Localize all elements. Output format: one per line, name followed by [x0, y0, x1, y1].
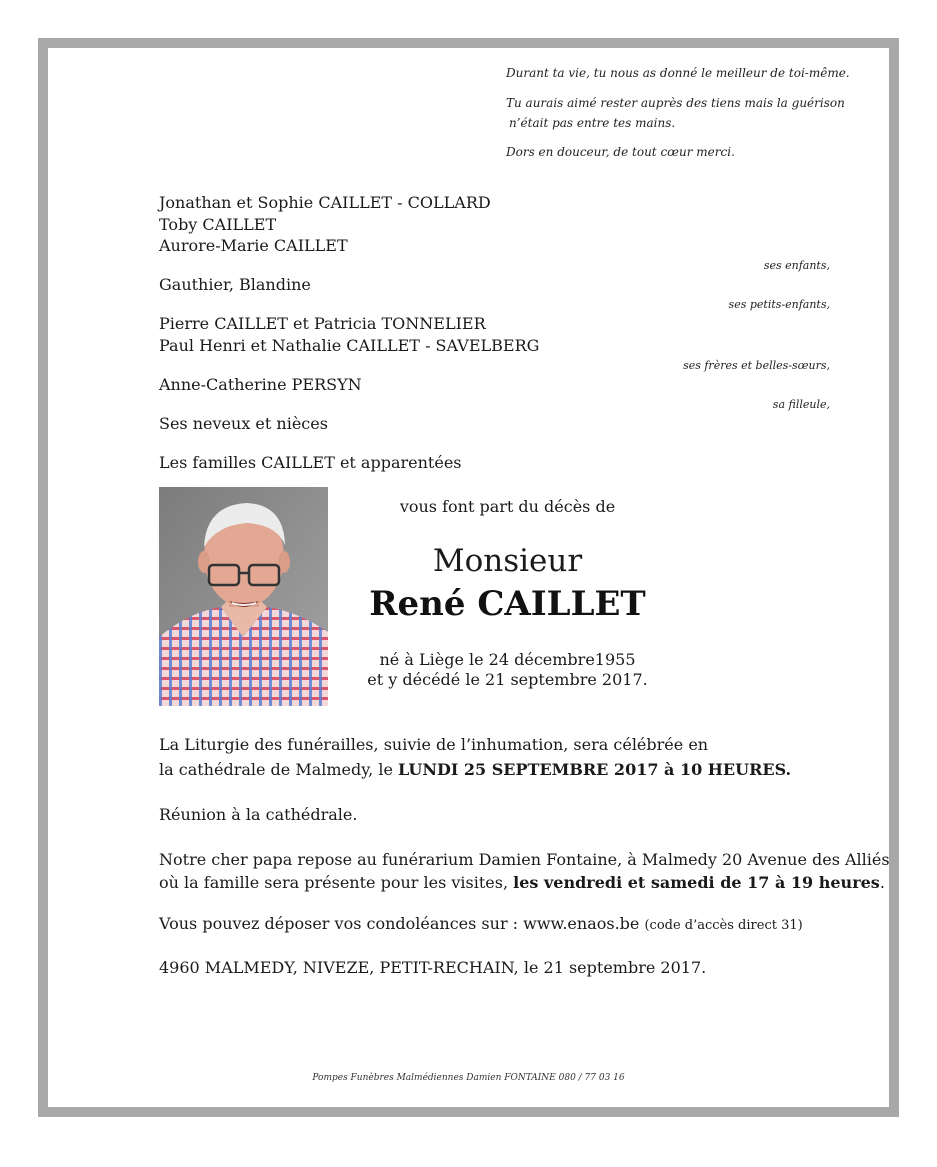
condolences-text: Vous pouvez déposer vos condoléances sur : www.enaos.be [159, 914, 640, 933]
poem-line-1: Durant ta vie, tu nous as donné le meilleur de toi-même. [506, 66, 850, 80]
funeral-date-time: LUNDI 25 SEPTEMBRE 2017 à 10 HEURES. [398, 760, 792, 779]
poem-line-3: n’était pas entre tes mains. [509, 116, 676, 130]
visiting-hours: les vendredi et samedi de 17 à 19 heures [513, 873, 880, 892]
family-child-1: Jonathan et Sophie CAILLET - COLLARD [159, 193, 491, 212]
condolences-line [159, 914, 803, 933]
relation-grandchildren: ses petits-enfants, [728, 298, 830, 311]
repose-line-2-text: où la famille sera présente pour les visites, [159, 873, 509, 892]
family-grandchildren: Gauthier, Blandine [159, 275, 311, 294]
poem-line-4: Dors en douceur, de tout cœur merci. [506, 145, 735, 159]
birth-info: né à Liège le 24 décembre1955 [379, 650, 636, 669]
family-sibling-1: Pierre CAILLET et Patricia TONNELIER [159, 314, 486, 333]
poem-line-2: Tu aurais aimé rester auprès des tiens mais la guérison [506, 96, 845, 110]
deceased-name: René CAILLET [369, 584, 646, 624]
place-date: 4960 MALMEDY, NIVEZE, PETIT-RECHAIN, le 21 septembre 2017. [159, 958, 707, 977]
announcement-intro: vous font part du décès de [399, 497, 616, 516]
condolences-code: (code d’accès direct 31) [644, 918, 803, 933]
liturgy-line-2-text: la cathédrale de Malmedy, le [159, 760, 393, 779]
family-relatives: Les familles CAILLET et apparentées [159, 453, 462, 472]
repose-line-2 [159, 873, 885, 892]
relation-siblings: ses frères et belles-sœurs, [683, 359, 830, 372]
footer-funeral-home: Pompes Funèbres Malmédiennes Damien FONTAINE 080 / 77 03 16 [312, 1073, 625, 1083]
family-goddaughter: Anne-Catherine PERSYN [159, 375, 362, 394]
relation-goddaughter: sa filleule, [772, 398, 830, 411]
reunion-text: Réunion à la cathédrale. [159, 805, 358, 824]
family-child-2: Toby CAILLET [159, 215, 277, 234]
family-child-3: Aurore-Marie CAILLET [159, 236, 348, 255]
death-info: et y décédé le 21 septembre 2017. [367, 670, 648, 689]
repose-line-1: Notre cher papa repose au funérarium Damien Fontaine, à Malmedy 20 Avenue des Alliés [159, 850, 890, 869]
liturgy-line-1: La Liturgie des funérailles, suivie de l’inhumation, sera célébrée en [159, 735, 709, 754]
liturgy-line-2 [159, 760, 791, 779]
portrait-photo [159, 487, 328, 706]
repose-line-2-end: . [879, 873, 885, 892]
announcement-title: Monsieur [432, 543, 583, 579]
family-sibling-2: Paul Henri et Nathalie CAILLET - SAVELBERG [159, 336, 540, 355]
relation-children: ses enfants, [763, 259, 830, 272]
family-nephews: Ses neveux et nièces [159, 414, 328, 433]
